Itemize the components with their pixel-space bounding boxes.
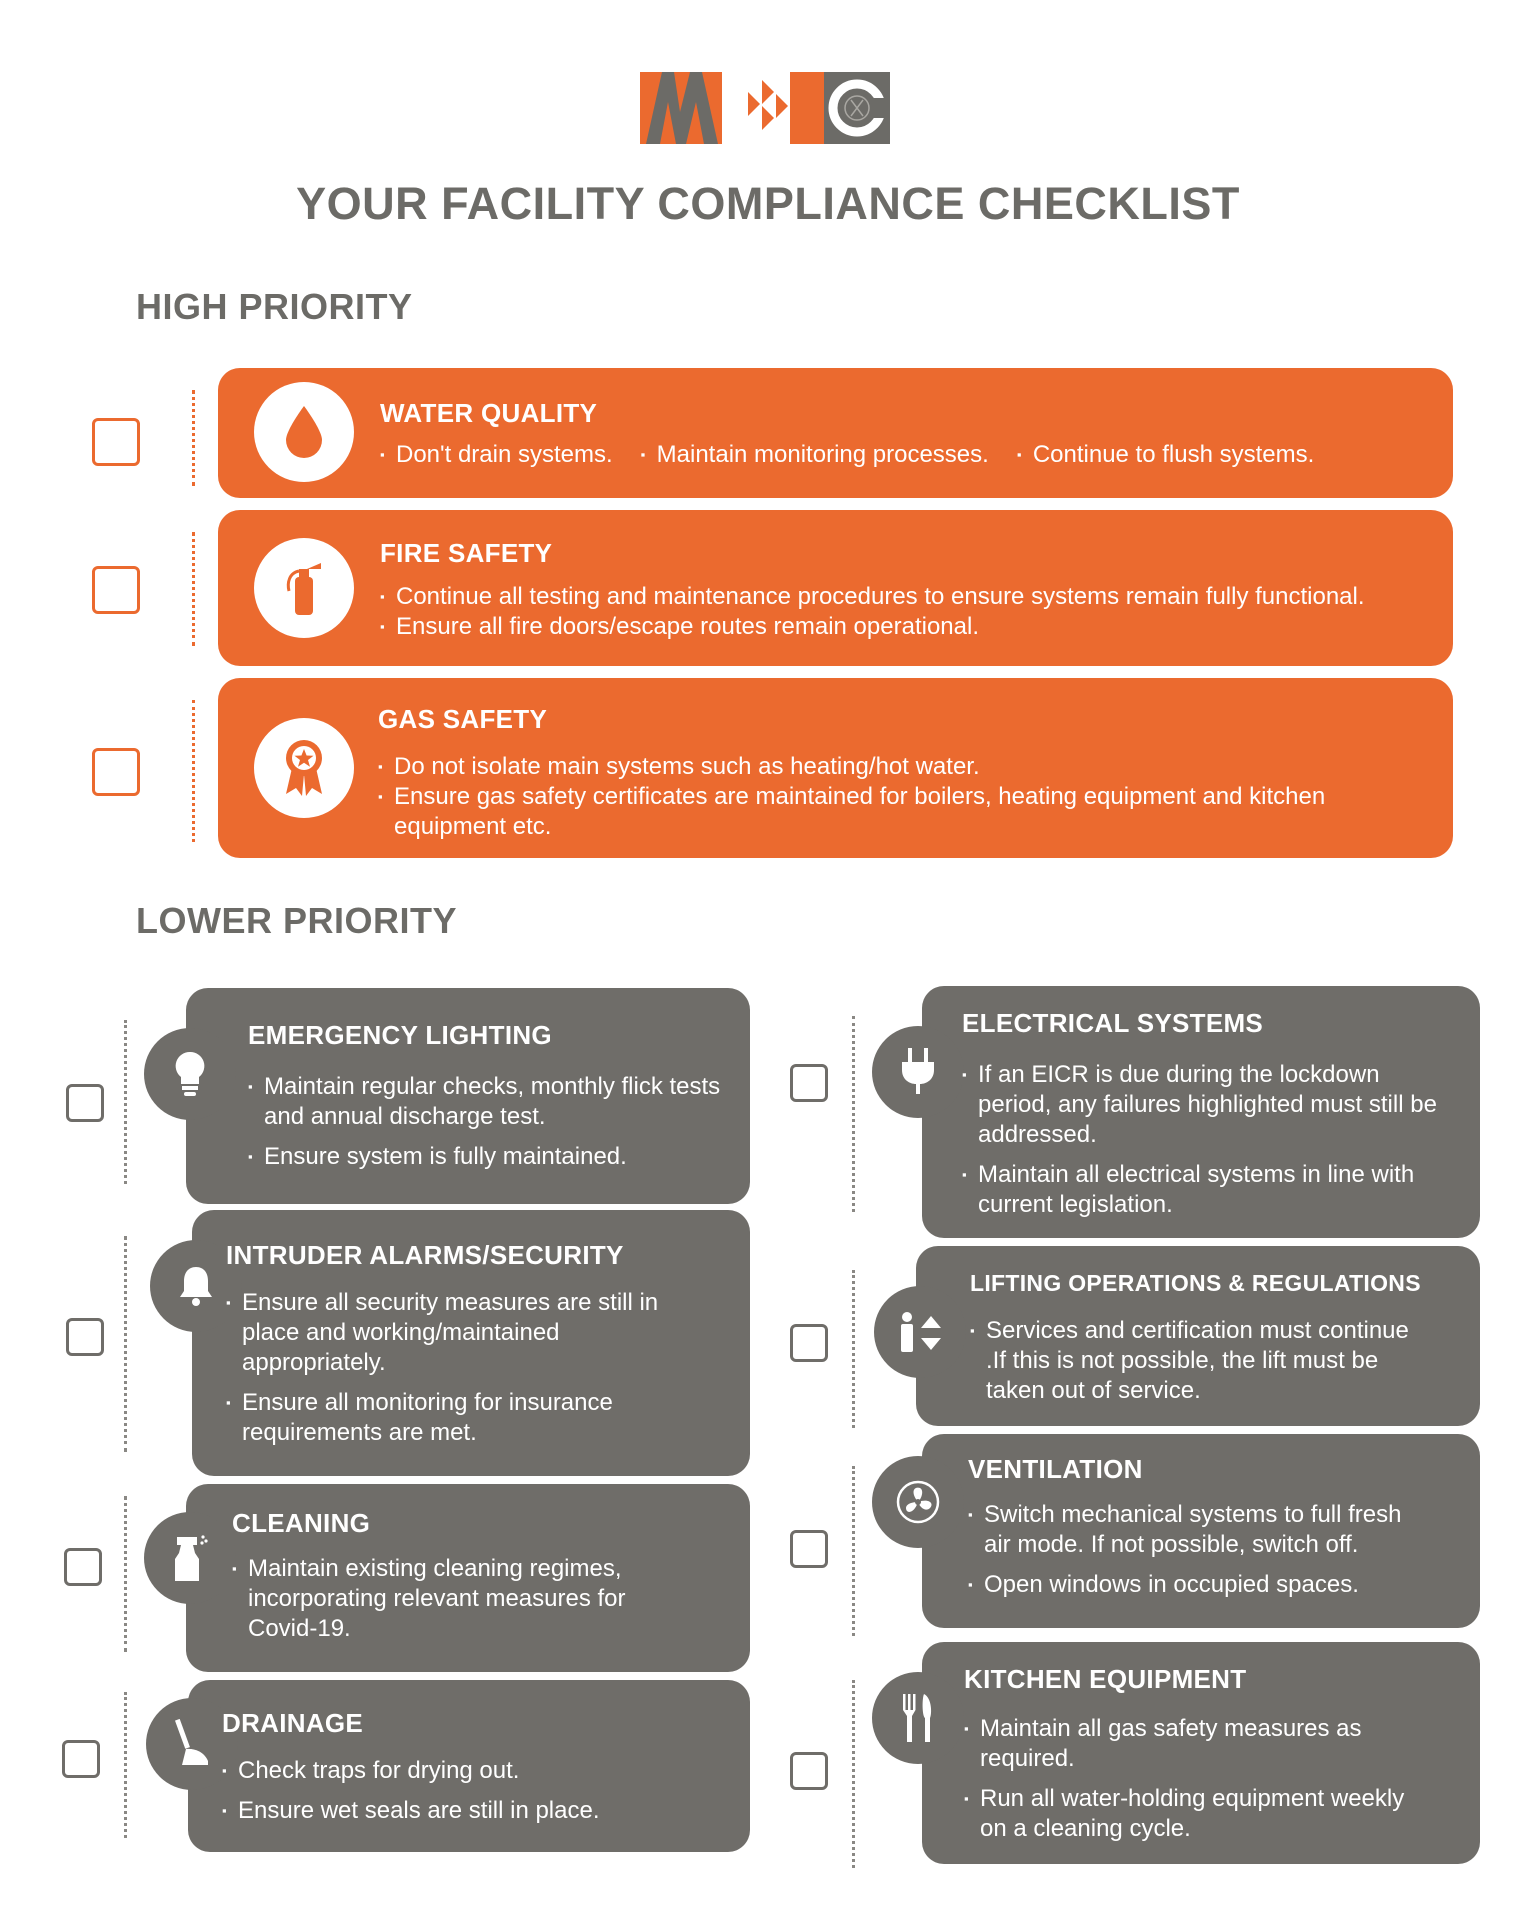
card-title: INTRUDER ALARMS/SECURITY [226, 1240, 624, 1270]
bullet: ▪ If an EICR is due during the lockdown period, any failures highlighted must still be addressed. [962, 1060, 1440, 1150]
divider-line [124, 1236, 127, 1452]
emergency-lighting-card [186, 988, 750, 1204]
divider-line [852, 1270, 855, 1428]
fire-safety-checkbox[interactable] [92, 566, 140, 614]
divider-line [852, 1680, 855, 1868]
card-title: ELECTRICAL SYSTEMS [962, 1008, 1264, 1038]
ventilation-checkbox[interactable] [790, 1530, 828, 1568]
logo-graphic [640, 72, 890, 144]
divider-line [852, 1016, 855, 1212]
page-title: YOUR FACILITY COMPLIANCE CHECKLIST [296, 178, 1240, 229]
water-quality-card [218, 368, 1453, 498]
card-body [970, 1316, 1420, 1416]
card-title: GAS SAFETY [378, 704, 548, 734]
divider-line [192, 390, 195, 486]
card-title: LIFTING OPERATIONS & REGULATIONS [970, 1270, 1421, 1296]
bullet: ▪ Open windows in occupied spaces. [968, 1570, 1430, 1600]
card-title: WATER QUALITY [380, 398, 598, 428]
divider-line [192, 532, 195, 646]
bullet: ▪ Switch mechanical systems to full fresh air mode. If not possible, switch off. [968, 1500, 1430, 1560]
drainage-checkbox[interactable] [62, 1740, 100, 1778]
cleaning-checkbox[interactable] [64, 1548, 102, 1586]
fire-extinguisher-icon [254, 538, 354, 638]
bullet: ▪ Continue to flush systems. [1017, 440, 1314, 470]
divider-line [124, 1692, 127, 1838]
water-drop-icon [254, 382, 354, 482]
divider-line [192, 700, 195, 842]
divider-line [852, 1466, 855, 1636]
card-body [968, 1500, 1430, 1610]
bullet: ▪ Ensure all security measures are still in place and working/maintained appropriately. [226, 1288, 690, 1378]
ventilation-card [922, 1434, 1480, 1628]
bullet: ▪ Ensure system is fully maintained. [248, 1142, 730, 1172]
bullet: ▪ Ensure all monitoring for insurance requirements are met. [226, 1388, 690, 1448]
bullet: ▪ Services and certification must continue .If this is not possible, the lift must be taken out of service. [970, 1316, 1420, 1406]
divider-line [124, 1020, 127, 1184]
cleaning-card [186, 1484, 750, 1672]
bullet: ▪ Do not isolate main systems such as heating/hot water. [378, 752, 1413, 782]
bullet: ▪ Maintain all gas safety measures as required. [964, 1714, 1420, 1774]
intruder-alarms-checkbox[interactable] [66, 1318, 104, 1356]
bullet: ▪ Maintain existing cleaning regimes, incorporating relevant measures for Covid-19. [232, 1554, 680, 1644]
emergency-lighting-checkbox[interactable] [66, 1084, 104, 1122]
bullet: ▪ Ensure all fire doors/escape routes remain operational. [380, 612, 1439, 642]
fan-icon [872, 1456, 964, 1548]
bullet: ▪ Ensure wet seals are still in place. [222, 1796, 730, 1826]
water-quality-checkbox[interactable] [92, 418, 140, 466]
kitchen-equipment-checkbox[interactable] [790, 1752, 828, 1790]
card-body [964, 1714, 1420, 1854]
lifting-operations-checkbox[interactable] [790, 1324, 828, 1362]
gas-safety-card [218, 678, 1453, 858]
bullet: ▪ Maintain regular checks, monthly flick tests and annual discharge test. [248, 1072, 730, 1132]
card-title: FIRE SAFETY [380, 538, 553, 568]
card-title: EMERGENCY LIGHTING [248, 1020, 552, 1050]
cutlery-icon [872, 1672, 964, 1764]
bullet: ▪ Maintain monitoring processes. [641, 440, 989, 470]
high-priority-heading: HIGH PRIORITY [136, 286, 413, 327]
card-title: VENTILATION [968, 1454, 1143, 1484]
bullet: ▪ Continue all testing and maintenance procedures to ensure systems remain fully functional. [380, 582, 1439, 612]
mfc-logo [640, 72, 890, 144]
lower-priority-heading: LOWER PRIORITY [136, 900, 457, 941]
card-body [380, 440, 1439, 470]
electrical-systems-card [922, 986, 1480, 1238]
fire-safety-card [218, 510, 1453, 666]
elevator-icon [874, 1286, 966, 1378]
spray-bottle-icon [144, 1512, 236, 1604]
divider-line [124, 1496, 127, 1652]
plug-icon [872, 1026, 964, 1118]
card-body [248, 1072, 730, 1182]
certificate-ribbon-icon [254, 718, 354, 818]
bullet: ▪ Don't drain systems. [380, 440, 613, 470]
bullet: ▪ Ensure gas safety certificates are maintained for boilers, heating equipment and kitchen equipment etc. [378, 782, 1413, 842]
bullet: ▪ Check traps for drying out. [222, 1756, 730, 1786]
lightbulb-icon [144, 1028, 236, 1120]
lifting-operations-card [916, 1246, 1480, 1426]
drainage-card [188, 1680, 750, 1852]
gas-safety-checkbox[interactable] [92, 748, 140, 796]
bullet: ▪ Maintain all electrical systems in line with current legislation. [962, 1160, 1440, 1220]
card-body [222, 1756, 730, 1836]
electrical-systems-checkbox[interactable] [790, 1064, 828, 1102]
card-body [962, 1060, 1440, 1230]
card-body [378, 752, 1413, 842]
kitchen-equipment-card [922, 1642, 1480, 1864]
intruder-alarms-card [192, 1210, 750, 1476]
card-title: DRAINAGE [222, 1708, 364, 1738]
card-body [380, 582, 1439, 642]
bullet: ▪ Run all water-holding equipment weekly on a cleaning cycle. [964, 1784, 1420, 1844]
card-title: KITCHEN EQUIPMENT [964, 1664, 1247, 1694]
card-body [232, 1554, 680, 1654]
card-body [226, 1288, 690, 1458]
card-title: CLEANING [232, 1508, 371, 1538]
